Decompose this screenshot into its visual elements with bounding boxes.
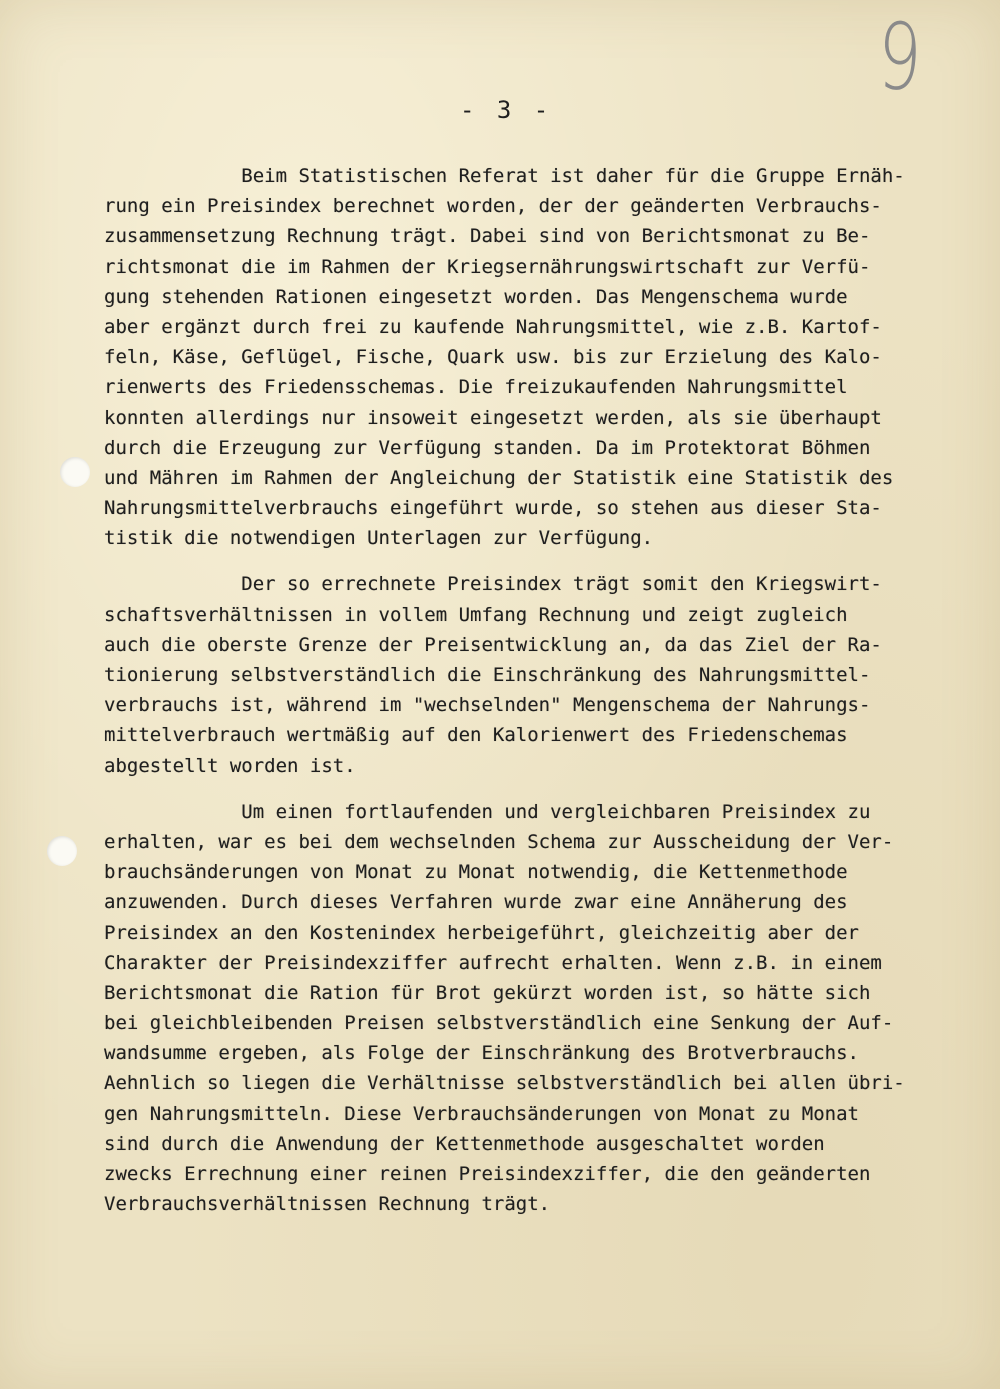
text-line: abgestellt worden ist.	[104, 754, 356, 777]
paragraph	[104, 569, 964, 780]
text-line: bei gleichbleibenden Preisen selbstverständlich eine Senkung der Auf-	[104, 1012, 894, 1035]
text-line: Der so errechnete Preisindex trägt somit den Kriegswirt-	[104, 573, 882, 596]
text-line: Verbrauchsverhältnissen Rechnung trägt.	[104, 1193, 551, 1216]
text-line: mittelverbrauch wertmäßig auf den Kalorienwert des Friedenschemas	[104, 724, 848, 747]
text-line: gen Nahrungsmitteln. Diese Verbrauchsänderungen von Monat zu Monat	[104, 1102, 859, 1125]
text-line: zwecks Errechnung einer reinen Preisindexziffer, die den geänderten	[104, 1163, 871, 1185]
text-line: Nahrungsmittelverbrauchs eingeführt wurde, so stehen aus dieser Sta-	[104, 497, 882, 520]
text-line: tistik die notwendigen Unterlagen zur Verfügung.	[104, 527, 654, 550]
text-line: wandsumme ergeben, als Folge der Einschränkung des Brotverbrauchs.	[104, 1042, 859, 1065]
text-line: Aehnlich so liegen die Verhältnisse selbstverständlich bei allen übri-	[104, 1072, 905, 1095]
page-number: - 3 -	[460, 96, 553, 124]
text-line: rung ein Preisindex berechnet worden, der der geänderten Verbrauchs-	[104, 195, 882, 218]
punch-hole	[60, 457, 90, 487]
text-line: erhalten, war es bei dem wechselnden Schema zur Ausscheidung der Ver-	[104, 830, 894, 853]
punch-hole	[47, 836, 77, 866]
text-line: auch die oberste Grenze der Preisentwicklung an, da das Ziel der Ra-	[104, 633, 882, 656]
paragraph	[104, 161, 964, 553]
text-line: schaftsverhältnissen in vollem Umfang Rechnung und zeigt zugleich	[104, 603, 848, 626]
text-line: Charakter der Preisindexziffer aufrecht erhalten. Wenn z.B. in einem	[104, 951, 882, 974]
text-line: konnten allerdings nur insoweit eingesetzt werden, als sie überhaupt	[104, 406, 882, 429]
text-line: sind durch die Anwendung der Kettenmethode ausgeschaltet worden	[104, 1132, 825, 1155]
document-body	[104, 161, 964, 1235]
text-line: aber ergänzt durch frei zu kaufende Nahrungsmittel, wie z.B. Kartof-	[104, 315, 882, 338]
text-line: Um einen fortlaufenden und vergleichbaren Preisindex zu	[104, 800, 871, 823]
text-line: richtsmonat die im Rahmen der Kriegsernährungswirtschaft zur Verfü-	[104, 255, 871, 278]
text-line: Beim Statistischen Referat ist daher für die Gruppe Ernäh-	[104, 165, 905, 187]
text-line: zusammensetzung Rechnung trägt. Dabei sind von Berichtsmonat zu Be-	[104, 225, 871, 248]
text-line: anzuwenden. Durch dieses Verfahren wurde zwar eine Annäherung des	[104, 891, 848, 914]
text-line: gung stehenden Rationen eingesetzt worden. Das Mengenschema wurde	[104, 285, 848, 308]
text-line: feln, Käse, Geflügel, Fische, Quark usw. bis zur Erzielung des Kalo-	[104, 346, 882, 369]
text-line: Berichtsmonat die Ration für Brot gekürzt worden ist, so hätte sich	[104, 981, 871, 1004]
text-line: verbrauchs ist, während im "wechselnden" Mengenschema der Nahrungs-	[104, 694, 871, 717]
text-line: rienwerts des Friedensschemas. Die freizukaufenden Nahrungsmittel	[104, 376, 848, 399]
text-line: tionierung selbstverständlich die Einschränkung des Nahrungsmittel-	[104, 664, 871, 686]
text-line: und Mähren im Rahmen der Angleichung der Statistik eine Statistik des	[104, 466, 894, 489]
handwritten-folio-number: 9	[874, 2, 925, 113]
text-line: durch die Erzeugung zur Verfügung standen. Da im Protektorat Böhmen	[104, 436, 871, 459]
text-line: Preisindex an den Kostenindex herbeigeführt, gleichzeitig aber der	[104, 921, 859, 944]
text-line: brauchsänderungen von Monat zu Monat notwendig, die Kettenmethode	[104, 861, 848, 884]
paragraph	[104, 797, 964, 1220]
